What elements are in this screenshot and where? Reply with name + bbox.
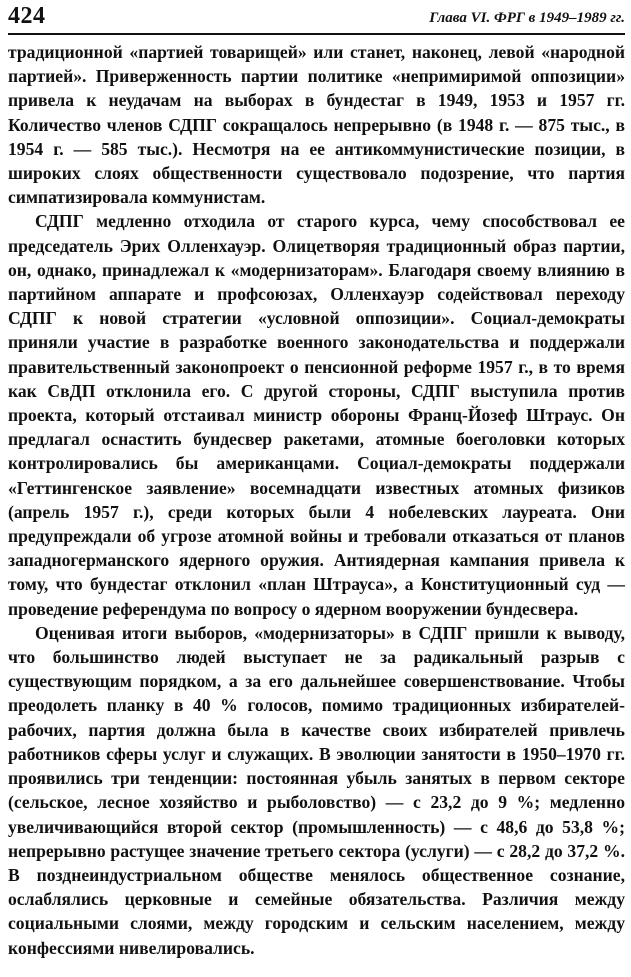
running-head: Глава VI. ФРГ в 1949–1989 гг. xyxy=(429,10,625,26)
paragraph-sdpg-course: СДПГ медленно отходила от старого курса, чему способствовал ее председатель Эрих Олленхауэр. Олицетворяя традиционный образ партии, он, однако, принадлежал к «модернизаторам». Благодаря своему влиянию в партийном аппарате и профсоюзах, Олленхауэр содействовал переходу СДПГ к новой стратегии «условной оппозиции». Социал-демократы приняли участие в разработке военного законодательства и поддержали правительственный законопроект о пенсионной реформе 1957 г., в то время как СвДП отклонила его. С другой стороны, СДПГ выступила против проекта, который отстаивал министр обороны Франц-Йозеф Штраус. Он предлагал оснастить бундесвер ракетами, атомные боеголовки которых контролировались бы американцами. Социал-демократы поддержали «Геттингенское заявление» восемнадцати известных атомных физиков (апрель 1957 г.), среди которых были 4 нобелевских лауреата. Они предупреждали об угрозе атомной войны и требовали отказаться от планов западногерманского ядерного оружия. Антиядерная кампания привела к тому, что бундестаг отклонил «план Штрауса», а Конституционный суд — проведение референдума по вопросу о ядерном вооружении бундесвера. xyxy=(8,211,625,619)
header-rule xyxy=(8,33,625,35)
page-number: 424 xyxy=(8,3,46,29)
paragraph-continuation: традиционной «партией товарищей» или станет, наконец, левой «народной партией». Приверженность партии политике «непримиримой оппозиции» привела к неудачам на выборах в бундестаг в 1949, 1953 и 1957 гг. Количество членов СДПГ сокращалось непрерывно (в 1948 г. — 875 тыс., в 1954 г. — 585 тыс.). Несмотря на ее антикоммунистические позиции, в широких слоях общественности существовало подозрение, что партия симпатизировала коммунистам. xyxy=(8,42,625,208)
page-header xyxy=(8,2,625,32)
body-text xyxy=(8,40,625,960)
paragraph-election-results: Оценивая итоги выборов, «модернизаторы» в СДПГ пришли к выводу, что большинство людей выступает не за радикальный разрыв с существующим порядком, а за его дальнейшее совершенствование. Чтобы преодолеть планку в 40 % голосов, помимо традиционных избирателей-рабочих, партия должна была в качестве своих избирателей привлечь работников сферы услуг и служащих. В эволюции занятости в 1950–1970 гг. проявились три тенденции: постоянная убыль занятых в первом секторе (сельское, лесное хозяйство и рыболовство) — с 23,2 до 9 %; медленно увеличивающийся второй сектор (промышленность) — с 48,6 до 53,8 %; непрерывно растущее значение третьего сектора (услуги) — с 28,2 до 37,2 %. В позднеиндустриальном обществе менялось общественное сознание, ослаблялись церковные и семейные обязательства. Различия между социальными слоями, между городским и сельским населением, между конфессиями нивелировались. xyxy=(8,622,625,958)
